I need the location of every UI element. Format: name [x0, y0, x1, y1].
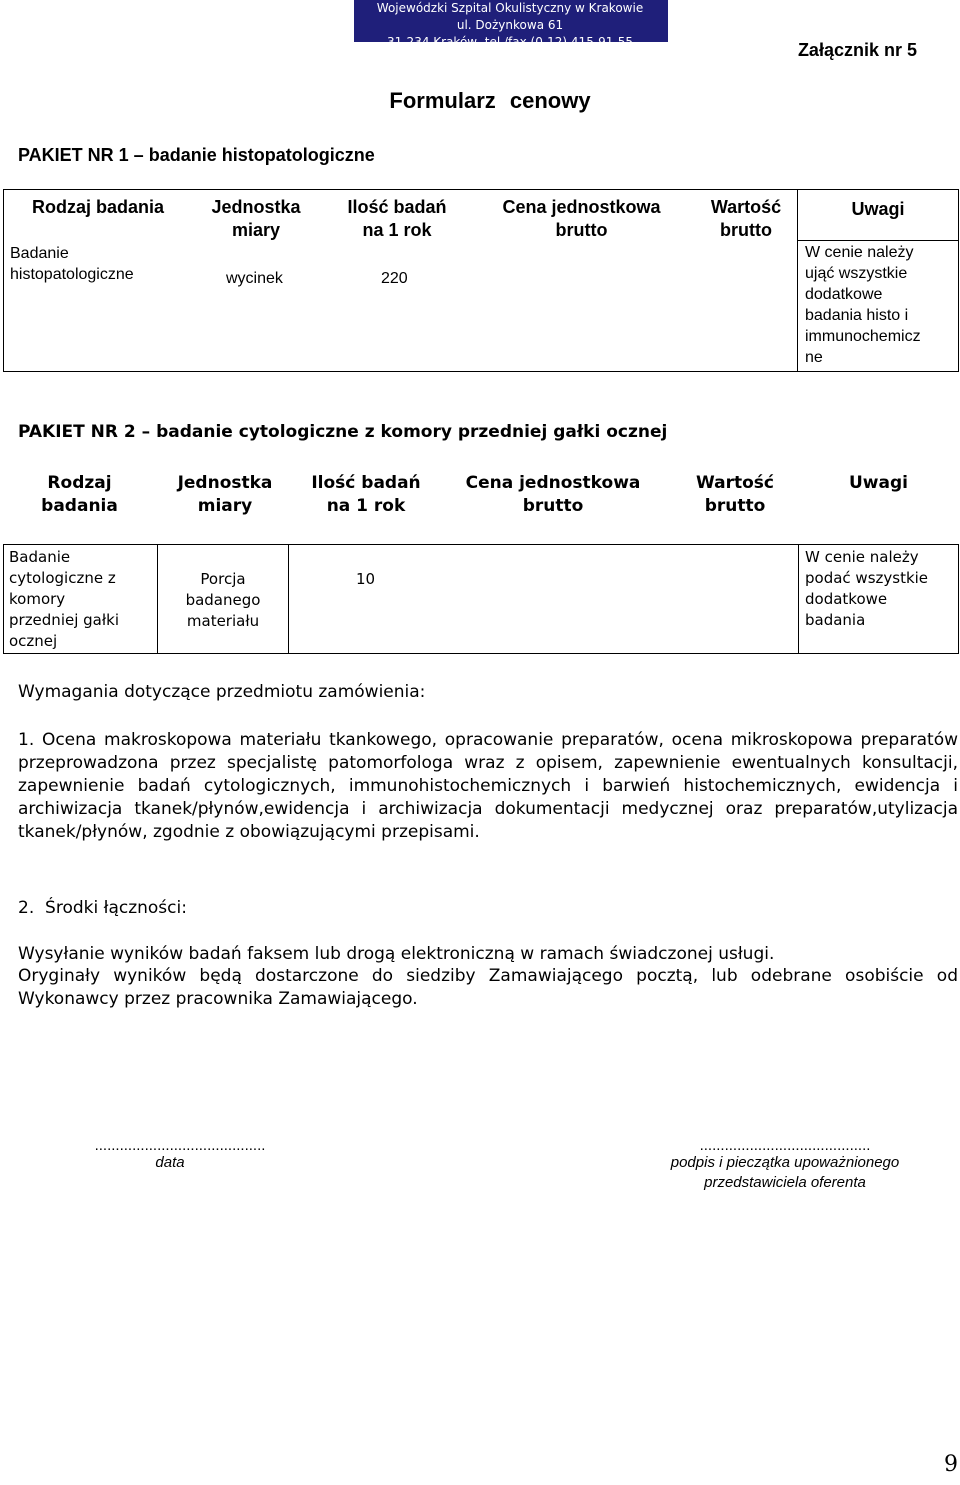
- attachment-label: Załącznik nr 5: [797, 40, 917, 60]
- p2-header-wartosc: Wartość brutto: [695, 473, 774, 516]
- signature-representative: [620, 1137, 950, 1191]
- package1-table: [3, 189, 959, 372]
- p1-cell-jednostka: wycinek: [226, 270, 283, 287]
- p2-header-rodzaj: Rodzaj badania: [41, 473, 118, 516]
- p1-header-uwagi: Uwagi: [851, 199, 905, 219]
- p1-header-cena: Cena jednostkowa brutto: [502, 197, 661, 240]
- item2-number: 2.: [18, 898, 35, 918]
- p2-header-ilosc: Ilość badań na 1 rok: [311, 473, 421, 516]
- p1-header-ilosc: Ilość badań na 1 rok: [347, 197, 447, 240]
- requirements-heading: Wymagania dotyczące przedmiotu zamówienia:: [18, 682, 426, 702]
- header-line-3: 31-234 Kraków, tel./fax (0-12) 415-91-55: [386, 35, 634, 49]
- date-dots: .........................................: [94, 1137, 266, 1154]
- form-title: Formularz cenowy: [389, 88, 591, 113]
- p1-header-rodzaj: Rodzaj badania: [31, 197, 165, 217]
- item1-text: Ocena makroskopowa materiału tkankowego, opracowanie preparatów, ocena mikroskopowa preparatów przeprowadzona przez specjalistę patomorfologa wraz z opisem, zapewnienie ewentualnych konsultacji, zapewnienie badań cytologicznych, immunohistochemicznych i barwień histochemicznych, ewidencja i archiwizacja tkanek/płynów,ewidencja i archiwizacja dokumentacji medycznej oraz preparatów,utylizacja tkanek/płynów, zgodnie z obowiązującymi przepisami.: [18, 730, 959, 842]
- page-number: 9: [944, 1452, 958, 1477]
- p2-cell-ilosc: 10: [356, 570, 376, 588]
- item1-number: 1.: [18, 730, 35, 750]
- p2-header-jednostka: Jednostka miary: [177, 473, 273, 516]
- p2-header-cena: Cena jednostkowa brutto: [465, 473, 641, 516]
- signature-dots: .........................................: [699, 1137, 871, 1154]
- signature-label-1: podpis i pieczątka upoważnionego: [670, 1154, 900, 1171]
- p1-cell-uwagi: W cenie należy ująć wszystkie dodatkowe badania histo i immunochemicz ne: [805, 244, 921, 366]
- p1-cell-ilosc: 220: [381, 270, 408, 287]
- package1-title: PAKIET NR 1 – badanie histopatologiczne: [18, 145, 375, 165]
- package2-title: PAKIET NR 2 – badanie cytologiczne z komory przedniej gałki ocznej: [18, 422, 668, 442]
- p1-header-wartosc: Wartość brutto: [710, 197, 782, 240]
- requirements-para-2: Oryginały wyników będą dostarczone do siedziby Zamawiającego pocztą, lub odebrane osobiście od Wykonawcy przez pracownika Zamawiającego.: [18, 966, 958, 1009]
- p2-cell-rodzaj: Badanie cytologiczne z komory przedniej gałki ocznej: [9, 548, 119, 650]
- requirement-item-2: [18, 897, 958, 920]
- header-line-2: ul. Dożynkowa 61: [456, 18, 564, 32]
- p2-cell-jednostka: Porcja badanego materiału: [185, 570, 261, 630]
- requirements-para-1: Wysyłanie wyników badań faksem lub drogą elektroniczną w ramach świadczonej usługi.: [18, 944, 775, 964]
- package2-header-row: [0, 472, 960, 532]
- p2-cell-uwagi: W cenie należy podać wszystkie dodatkowe badania: [805, 548, 929, 629]
- signature-label-2: przedstawiciela oferenta: [704, 1174, 866, 1191]
- requirement-item-1: [18, 729, 958, 844]
- item2-text: Środki łączności:: [45, 898, 187, 918]
- hospital-header: [300, 0, 720, 51]
- package2-table: [3, 544, 959, 654]
- signature-date: [10, 1137, 350, 1171]
- header-line-1: Wojewódzki Szpital Okulistyczny w Krakowie: [376, 1, 644, 15]
- p1-header-jednostka: Jednostka miary: [211, 197, 301, 240]
- p1-cell-rodzaj: Badanie histopatologiczne: [10, 245, 134, 283]
- date-label: data: [155, 1154, 185, 1171]
- p2-header-uwagi: Uwagi: [849, 473, 908, 493]
